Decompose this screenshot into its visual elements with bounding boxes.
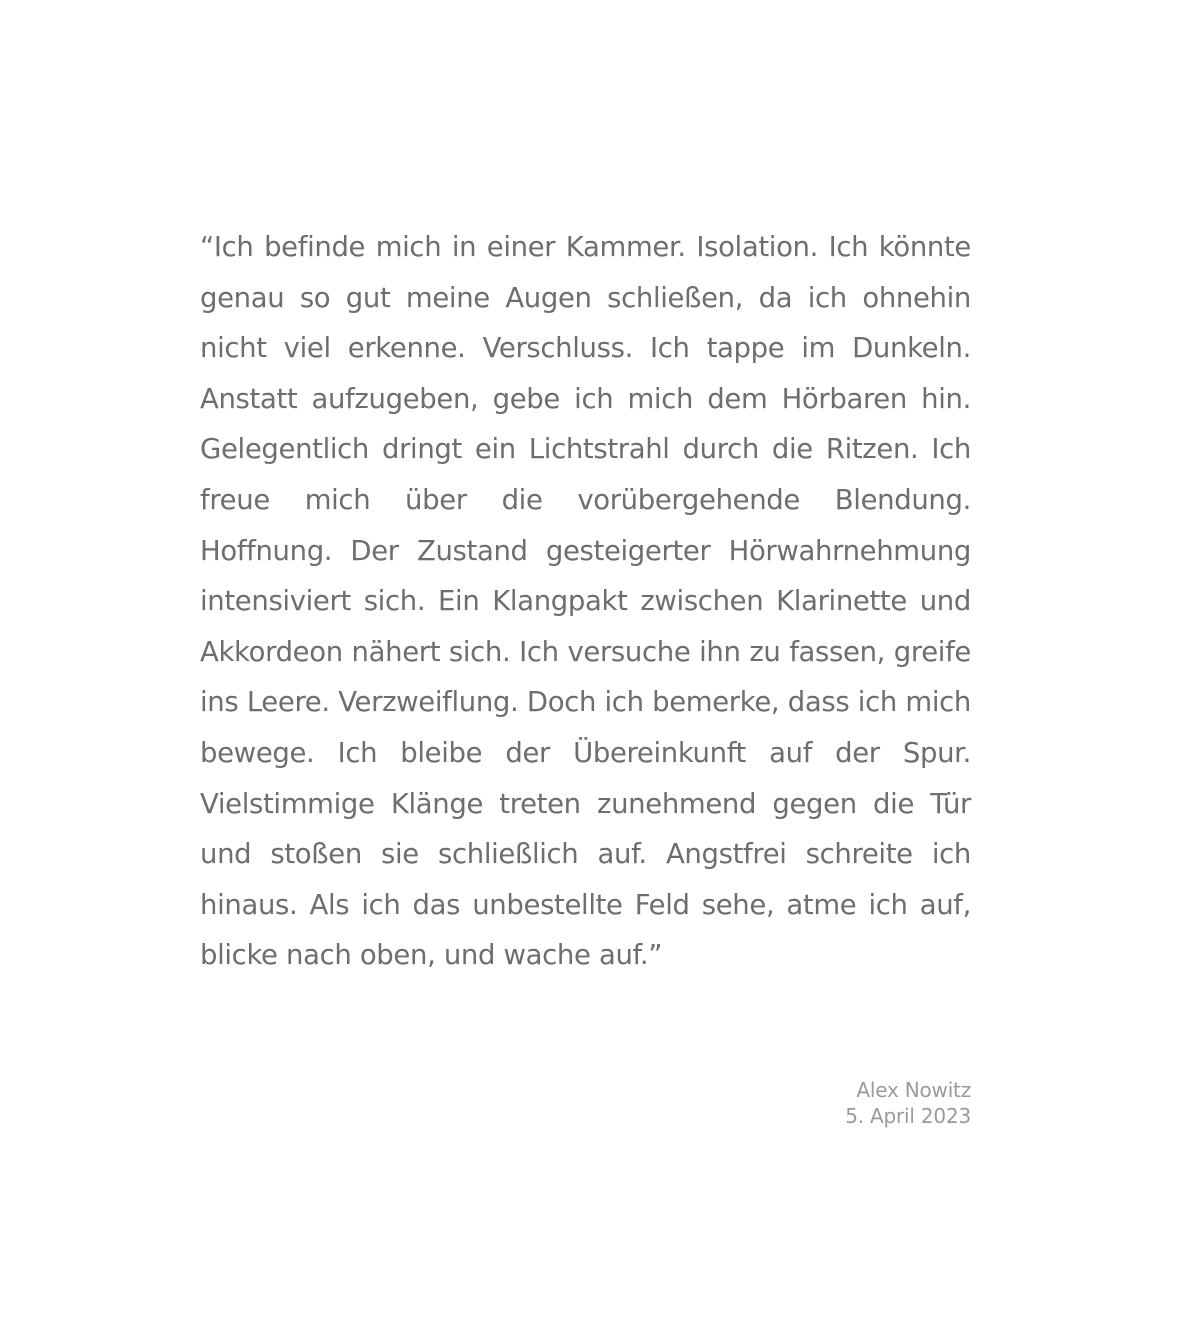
quote-text: “Ich befinde mich in einer Kammer. Isolation. Ich könnte genau so gut meine Augen schließen, da ich ohnehin nicht viel erkenne. Verschluss. Ich tappe im Dunkeln. Anstatt aufzugeben, gebe ich mich dem Hörbaren hin. Gelegentlich dringt ein Lichtstrahl durch die Ritzen. Ich freue mich über die vorübergehende Blendung. Hoffnung. Der Zustand gesteigerter Hörwahrnehmung intensiviert sich. Ein Klangpakt zwischen Klarinette und Akkordeon nähert sich. Ich versuche ihn zu fassen, greife ins Leere. Verzweiflung. Doch ich bemerke, dass ich mich bewege. Ich bleibe der Übereinkunft auf der Spur. Vielstimmige Klänge treten zunehmend gegen die Tür und stoßen sie schließlich auf. Angstfrei schreite ich hinaus. Als ich das unbestellte Feld sehe, atme ich auf, blicke nach oben, und wache auf.” xyxy=(200,231,971,972)
quote-date: 5. April 2023 xyxy=(845,1104,971,1128)
author-name: Alex Nowitz xyxy=(856,1078,971,1102)
attribution xyxy=(845,1077,971,1129)
